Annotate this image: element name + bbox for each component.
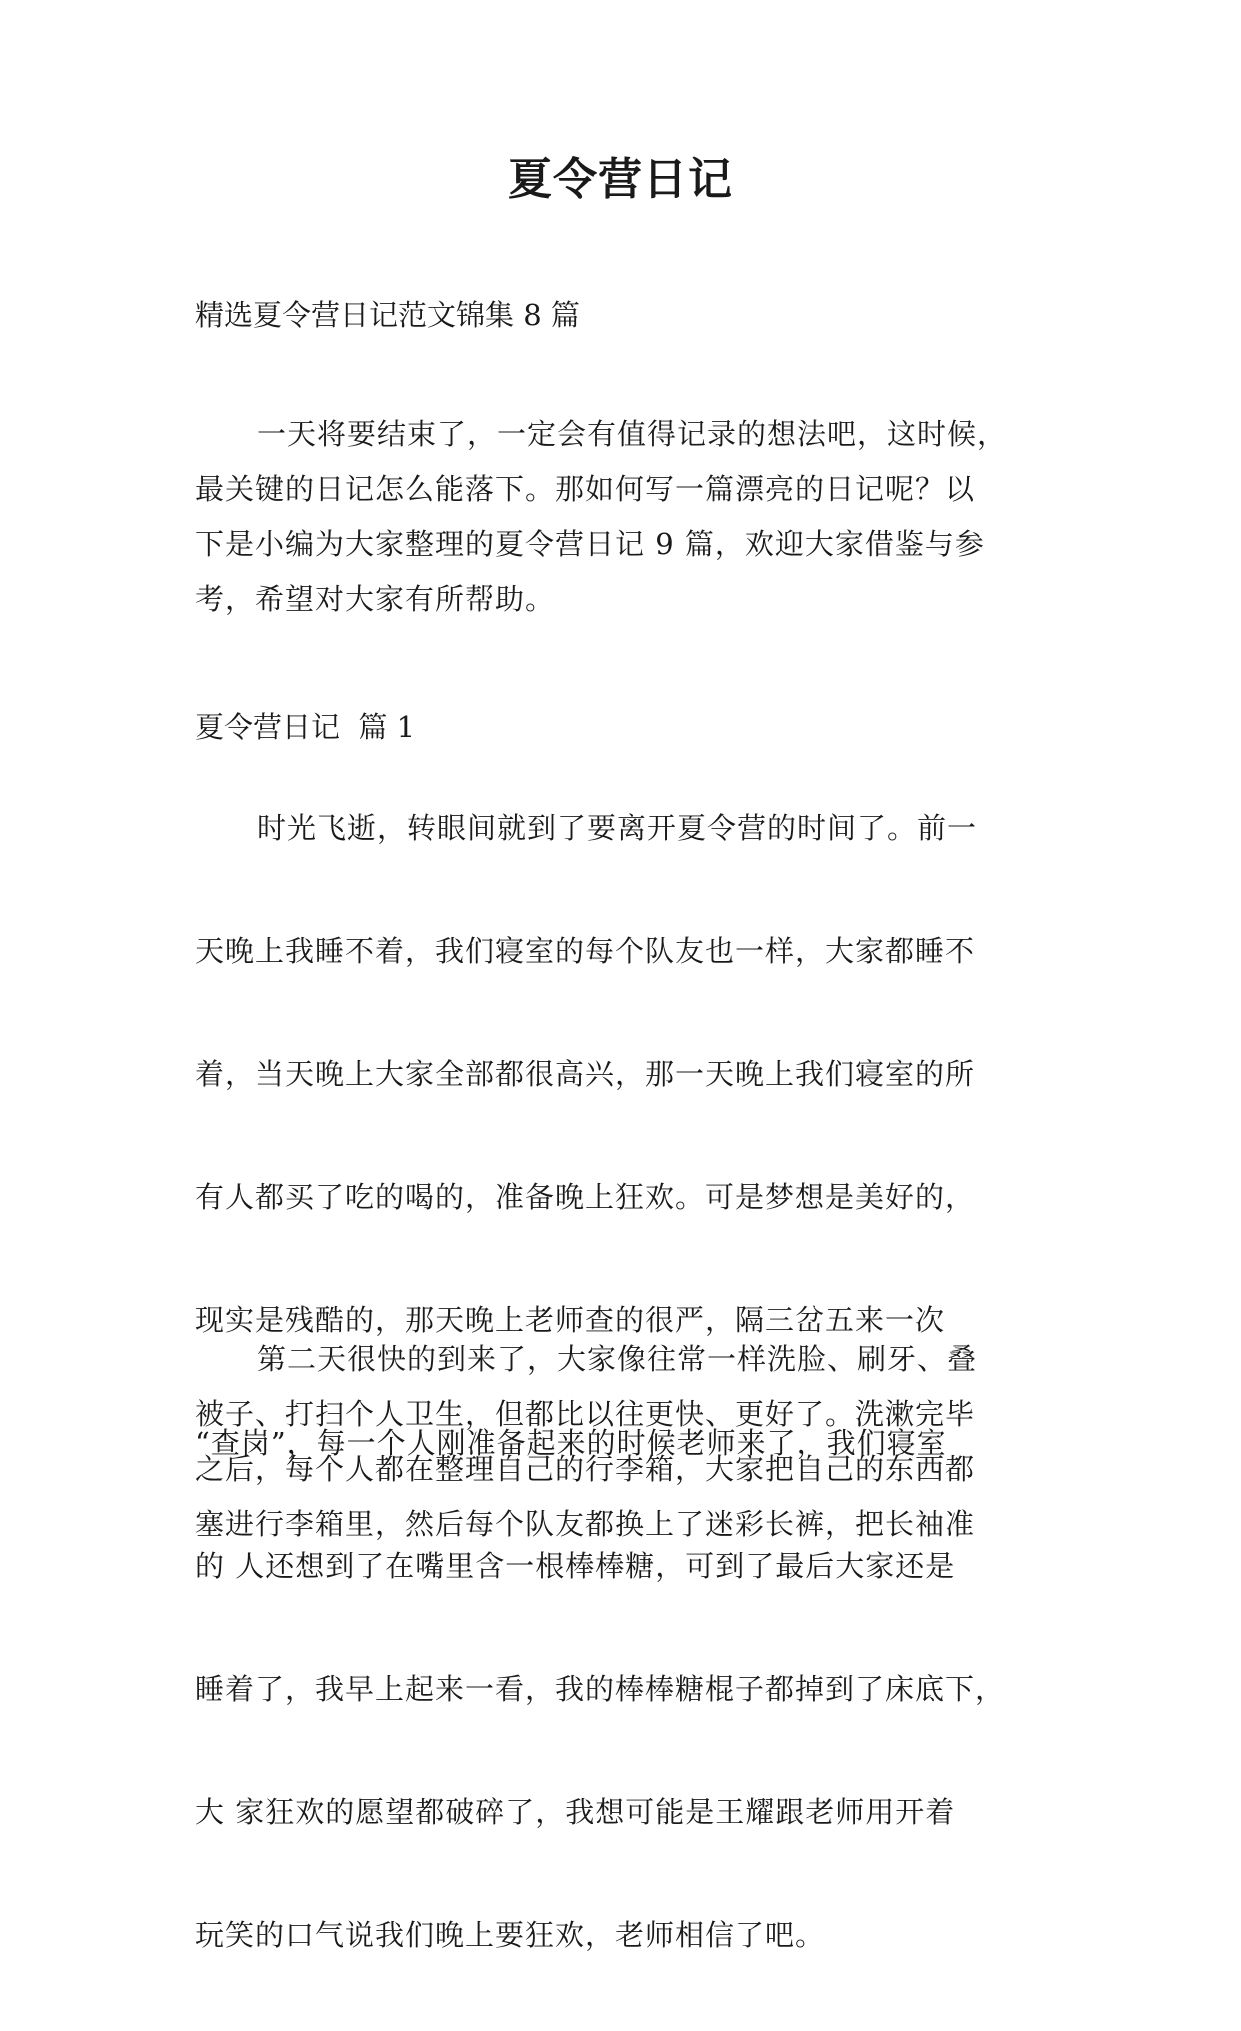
section-heading: 夏令营日记 篇 1 bbox=[195, 710, 416, 744]
paragraph-2 bbox=[195, 1332, 1061, 1552]
document-subtitle: 精选夏令营日记范文锦集 8 篇 bbox=[195, 298, 580, 332]
paragraph-line: 被子、打扫个人卫生，但都比以往更快、更好了。洗漱完毕 bbox=[195, 1397, 976, 1431]
document-title: 夏令营日记 bbox=[508, 154, 733, 205]
intro-line: 下是小编为大家整理的夏令营日记 9 篇，欢迎大家借鉴与参 bbox=[195, 527, 985, 561]
intro-line: 最关键的日记怎么能落下。那如何写一篇漂亮的日记呢？以 bbox=[195, 472, 976, 506]
paragraph-line: 有人都买了吃的喝的，准备晚上狂欢。可是梦想是美好的， bbox=[195, 1180, 976, 1214]
intro-paragraph bbox=[195, 407, 1061, 627]
paragraph-line: 着，当天晚上大家全部都很高兴，那一天晚上我们寝室的所 bbox=[195, 1057, 976, 1091]
paragraph-line: 塞进行李箱里，然后每个队友都换上了迷彩长裤，把长袖准 bbox=[195, 1507, 976, 1541]
paragraph-line: 第二天很快的到来了，大家像往常一样洗脸、刷牙、叠 bbox=[257, 1342, 978, 1376]
paragraph-line: “查岗”，每一个人刚准备起来的时候老师来了，我们寝室 bbox=[195, 1426, 947, 1460]
intro-line: 一天将要结束了，一定会有值得记录的想法吧，这时候， bbox=[257, 417, 1008, 451]
paragraph-line: 之后，每个人都在整理自己的行李箱，大家把自己的东西都 bbox=[195, 1452, 976, 1486]
paragraph-line: 睡着了，我早上起来一看，我的棒棒糖棍子都掉到了床底下， bbox=[195, 1672, 1006, 1706]
paragraph-line: 现实是残酷的，那天晚上老师查的很严，隔三岔五来一次 bbox=[195, 1303, 946, 1337]
paragraph-line: 玩笑的口气说我们晚上要狂欢，老师相信了吧。 bbox=[195, 1918, 826, 1952]
paragraph-line: 天晚上我睡不着，我们寝室的每个队友也一样，大家都睡不 bbox=[195, 934, 976, 968]
intro-line: 考，希望对大家有所帮助。 bbox=[195, 582, 556, 616]
paragraph-line: 时光飞逝，转眼间就到了要离开夏令营的时间了。前一 bbox=[257, 811, 978, 845]
paragraph-line: 的 人还想到了在嘴里含一根棒棒糖，可到了最后大家还是 bbox=[195, 1549, 956, 1583]
paragraph-line: 大 家狂欢的愿望都破碎了，我想可能是王耀跟老师用开着 bbox=[195, 1795, 956, 1829]
